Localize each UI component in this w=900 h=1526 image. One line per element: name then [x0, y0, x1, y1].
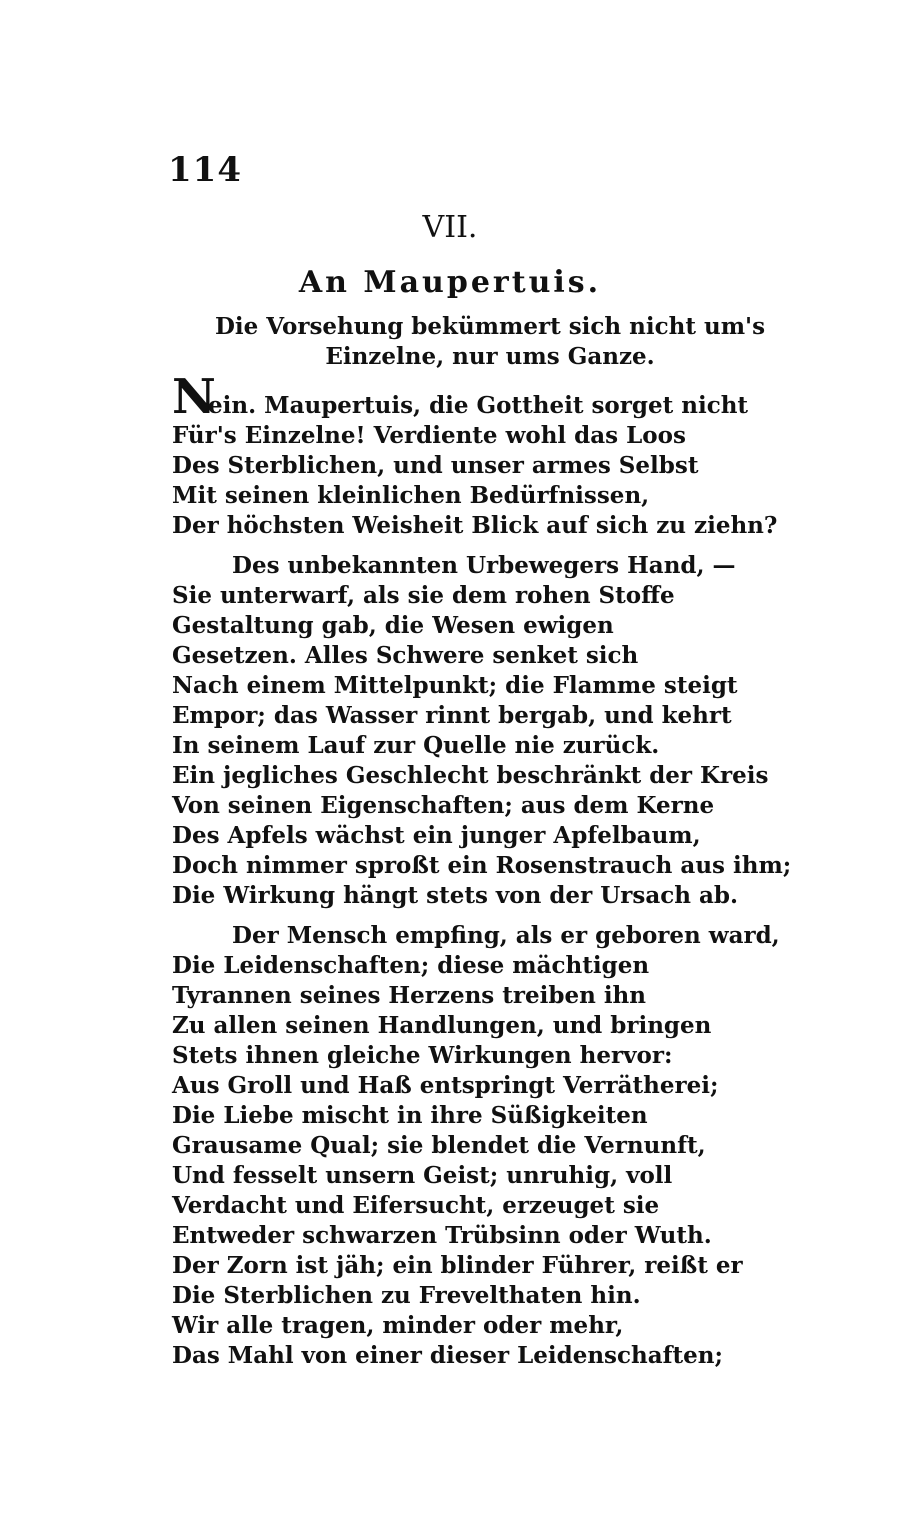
poem-line: Die Liebe mischt in ihre Süßigkeiten: [172, 1102, 648, 1129]
poem-line: Die Wirkung hängt stets von der Ursach ab.: [172, 882, 738, 909]
poem-line: Die Leidenschaften; diese mächtigen: [172, 952, 650, 979]
poem-line: Zu allen seinen Handlungen, und bringen: [172, 1012, 712, 1039]
poem-line: Das Mahl von einer dieser Leidenschaften;: [172, 1342, 724, 1369]
page-number: 114: [168, 150, 242, 190]
poem-line-text: ein. Maupertuis, die Gottheit sorget nicht: [208, 392, 749, 419]
section-numeral: VII.: [422, 210, 478, 245]
poem-line: Verdacht und Eifersucht, erzeuget sie: [172, 1192, 660, 1219]
poem-subtitle: Die Vorsehung bekümmert sich nicht um's Einzelne, nur ums Ganze.: [214, 313, 766, 370]
poem-line: Der Zorn ist jäh; ein blinder Führer, reißt er: [172, 1252, 743, 1279]
poem-line: Empor; das Wasser rinnt bergab, und kehrt: [172, 702, 732, 729]
poem-line: Gestaltung gab, die Wesen ewigen: [172, 612, 614, 639]
poem-line: Und fesselt unsern Geist; unruhig, voll: [172, 1162, 673, 1189]
stanza-2: [172, 551, 812, 911]
poem-line: [172, 369, 812, 425]
poem-line: Nach einem Mittelpunkt; die Flamme steigt: [172, 672, 738, 699]
poem-line: Sie unterwarf, als sie dem rohen Stoffe: [172, 582, 675, 609]
stanza-1: [172, 369, 812, 541]
poem-line: Entweder schwarzen Trübsinn oder Wuth.: [172, 1222, 712, 1249]
poem-line: Gesetzen. Alles Schwere senket sich: [172, 642, 639, 669]
poem-line: Des unbekannten Urbewegers Hand, —: [232, 552, 736, 579]
stanza-3: [172, 921, 812, 1371]
poem-line: Die Sterblichen zu Frevelthaten hin.: [172, 1282, 641, 1309]
poem-line: In seinem Lauf zur Quelle nie zurück.: [172, 732, 660, 759]
poem-line: Der höchsten Weisheit Blick auf sich zu ziehn?: [172, 512, 778, 539]
poem-line: Für's Einzelne! Verdiente wohl das Loos: [172, 422, 686, 449]
poem-line: Aus Groll und Haß entspringt Verrätherei;: [172, 1072, 719, 1099]
poem-title: An Maupertuis.: [298, 265, 602, 300]
poem-line: Des Sterblichen, und unser armes Selbst: [172, 452, 699, 479]
poem-line: Der Mensch empfing, als er geboren ward,: [232, 922, 780, 949]
poem-line: Tyrannen seines Herzens treiben ihn: [172, 982, 647, 1009]
poem-line: Mit seinen kleinlichen Bedürfnissen,: [172, 482, 650, 509]
poem-line: Des Apfels wächst ein junger Apfelbaum,: [172, 822, 701, 849]
poem-line: Von seinen Eigenschaften; aus dem Kerne: [172, 792, 715, 819]
poem-line: Stets ihnen gleiche Wirkungen hervor:: [172, 1042, 673, 1069]
poem-line: Ein jegliches Geschlecht beschränkt der Kreis: [172, 762, 769, 789]
drop-cap: N: [172, 369, 216, 425]
poem-body: [172, 369, 812, 1381]
poem-line: Doch nimmer sproßt ein Rosenstrauch aus ihm;: [172, 852, 792, 879]
poem-line: Grausame Qual; sie blendet die Vernunft,: [172, 1132, 706, 1159]
poem-line: Wir alle tragen, minder oder mehr,: [172, 1312, 624, 1339]
